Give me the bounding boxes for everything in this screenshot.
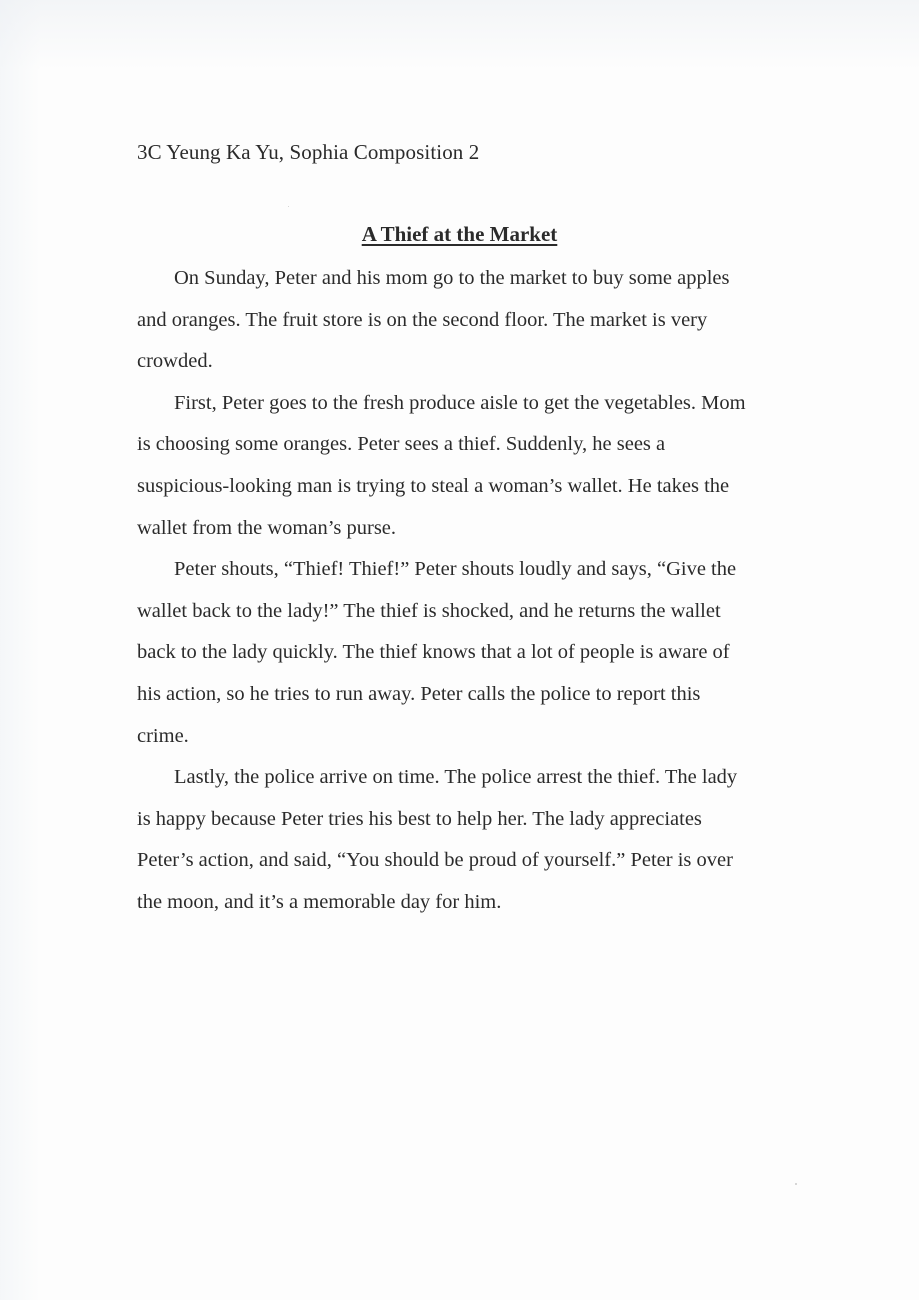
composition-title: A Thief at the Market — [361, 222, 558, 246]
paragraph-line: crowded. — [137, 350, 213, 373]
paragraph-line: is choosing some oranges. Peter sees a thief. Suddenly, he sees a — [137, 433, 666, 456]
paragraph-line: Peter shouts, “Thief! Thief!” Peter shouts loudly and says, “Give the — [174, 558, 737, 581]
scan-shadow-top — [0, 0, 919, 70]
author-line: 3C Yeung Ka Yu, Sophia Composition 2 — [137, 140, 480, 164]
paragraph-line: his action, so he tries to run away. Peter calls the police to report this — [137, 682, 701, 705]
paragraph-line: and oranges. The fruit store is on the second floor. The market is very — [137, 308, 708, 331]
composition-body — [137, 258, 797, 924]
paragraph-line: wallet from the woman’s purse. — [137, 516, 397, 539]
paragraph-line: wallet back to the lady!” The thief is shocked, and he returns the wallet — [137, 599, 721, 622]
scan-speck — [795, 1183, 797, 1185]
paragraph-line: suspicious-looking man is trying to steal a woman’s wallet. He takes the — [137, 474, 730, 497]
paragraph-line: back to the lady quickly. The thief knows that a lot of people is aware of — [137, 641, 730, 664]
scan-speck — [288, 206, 289, 207]
paragraph-line: crime. — [137, 724, 189, 747]
paragraph-line: Peter’s action, and said, “You should be proud of yourself.” Peter is over — [137, 849, 733, 872]
paragraph-4 — [137, 757, 797, 923]
paragraph-line: the moon, and it’s a memorable day for him. — [137, 890, 502, 913]
paragraph-line: Lastly, the police arrive on time. The police arrest the thief. The lady — [174, 766, 738, 789]
paragraph-1 — [137, 258, 797, 383]
scan-shadow-left — [0, 0, 40, 1300]
paragraph-line: On Sunday, Peter and his mom go to the market to buy some apples — [174, 267, 730, 289]
paragraph-2 — [137, 383, 797, 549]
paragraph-line: First, Peter goes to the fresh produce aisle to get the vegetables. Mom — [174, 391, 746, 414]
paragraph-3 — [137, 549, 797, 757]
paragraph-line: is happy because Peter tries his best to help her. The lady appreciates — [137, 807, 702, 830]
